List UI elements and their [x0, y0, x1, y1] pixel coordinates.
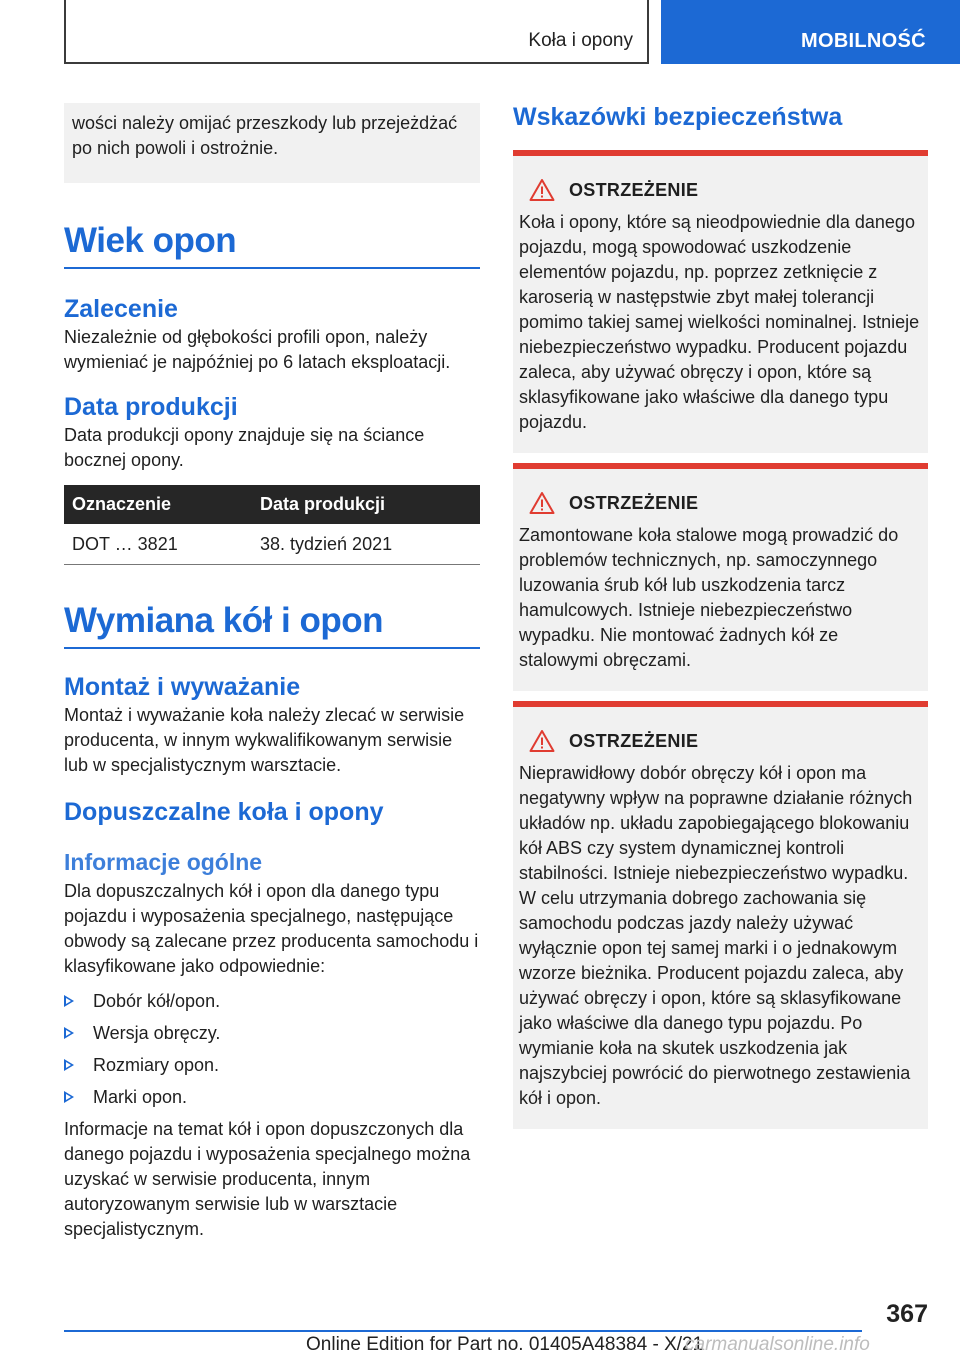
- heading-mounting: Montaż i wyważanie: [64, 673, 301, 701]
- warning-title: OSTRZEŻENIE: [569, 492, 699, 513]
- triangle-bullet-icon: [64, 1091, 74, 1103]
- general-text: Dla dopuszczalnych kół i opon dla danego typu pojazdu i wyposażenia specjalnego, następujące obwody są zalecane przez producenta samochodu i klasyfikowane jako odpowiednie:: [64, 881, 479, 976]
- heading-tire-age: Wiek opon: [64, 221, 237, 260]
- warning-triangle-icon: [529, 178, 555, 202]
- footer-watermark: carmanualsonline.info: [685, 1334, 870, 1355]
- heading-age-wrap: [64, 221, 480, 269]
- list-item: Dobór kół/opon.: [64, 989, 480, 1014]
- header-frame: [64, 0, 649, 64]
- heading-safety: Wskazówki bezpieczeństwa: [513, 103, 843, 131]
- warning-text: Nieprawidłowy dobór obręczy kół i opon ma negatywny wpływ na poprawne działanie różnych układów np. układu zapobiegającego blokowaniu kół ABS czy system dynamicznej kontroli stabilności. Istnieje niebezpieczeństwo wypadku. W celu utrzymania dobrego zachowania się samochodu podczas jazdy należy używać wyłącznie opon tej samej marki i o jednakowym wzorze bieżnika. Producent pojazdu zaleca, aby używać obręczy i opon, które są sklasyfikowane jako właściwe dla danego typu pojazdu. Po wymianie koła na skutek uszkodzenia jak najszybciej powrócić do pierwotnego zestawienia kół i opon.: [519, 763, 913, 1108]
- header-title: Koła i opony: [528, 30, 633, 51]
- production-text: Data produkcji opony znajduje się na ściance bocznej opony.: [64, 425, 425, 470]
- right-column: [513, 103, 928, 1139]
- warning-text: Koła i opony, które są nieodpowiednie dla danego pojazdu, mogą spowodować uszkodzenie elementów pojazdu, np. poprzez zetknięcie z karoserią w następstwie zbyt małej tolerancji pomimo takiej samej wielkości nominalnej. Istnieje niebezpieczeństwo wypadku. Producent pojazdu zaleca, aby używać obręczy i opon, które są sklasyfikowane jako właściwe dla danego typu pojazdu.: [519, 212, 920, 432]
- table-cell: DOT … 3821: [64, 524, 252, 565]
- warning-title: OSTRZEŻENIE: [569, 730, 699, 751]
- mounting-text: Montaż i wyważanie koła należy zlecać w serwisie producenta, w innym wykwalifikowanym serwisie lub w specjalistycznym warsztacie.: [64, 705, 465, 775]
- warning-box: [513, 701, 928, 1129]
- heading-change-wrap: [64, 601, 480, 649]
- list-item: Marki opon.: [64, 1085, 480, 1110]
- triangle-bullet-icon: [64, 1027, 74, 1039]
- warning-box: [513, 150, 928, 453]
- warning-triangle-icon: [529, 729, 555, 753]
- left-column: [64, 103, 480, 1242]
- production-table: [64, 485, 480, 565]
- footer-edition: Online Edition for Part no. 01405A48384 - X/21: [306, 1334, 704, 1355]
- bullet-list: [64, 989, 480, 1110]
- warning-header: [519, 729, 922, 753]
- warning-header: [519, 491, 922, 515]
- warning-header: [519, 178, 922, 202]
- list-item: Wersja obręczy.: [64, 1021, 480, 1046]
- heading-general-info: Informacje ogólne: [64, 849, 263, 875]
- triangle-bullet-icon: [64, 1059, 74, 1071]
- info-text: Informacje na temat kół i opon dopuszczonych dla danego pojazdu i wyposażenia specjalnego można uzyskać w serwisie producenta, innym autoryzowanym serwisie lub w warsztacie specjalistycznym.: [64, 1119, 471, 1239]
- warning-triangle-icon: [529, 491, 555, 515]
- heading-allowed-wheels: Dopuszczalne koła i opony: [64, 798, 384, 826]
- section-tab[interactable]: MOBILNOŚĆ: [661, 0, 960, 64]
- warning-box: [513, 463, 928, 691]
- table-cell: 38. tydzień 2021: [252, 524, 480, 565]
- heading-wheel-change: Wymiana kół i opon: [64, 601, 384, 640]
- intro-text: wości należy omijać przeszkody lub przejeżdżać po nich powoli i ostrożnie.: [72, 113, 458, 158]
- footer-divider: [64, 1330, 862, 1332]
- table-header-row: [64, 485, 480, 524]
- intro-box: [64, 103, 480, 183]
- triangle-bullet-icon: [64, 995, 74, 1007]
- list-item: Rozmiary opon.: [64, 1053, 480, 1078]
- recommendation-text: Niezależnie od głębokości profili opon, należy wymieniać je najpóźniej po 6 latach eksploatacji.: [64, 327, 451, 372]
- warning-text: Zamontowane koła stalowe mogą prowadzić do problemów technicznych, np. samoczynnego luzowania śrub kół lub uszkodzenia tarcz hamulcowych. Istnieje niebezpieczeństwo wypadku. Nie montować żadnych kół ze stalowymi obręczami.: [519, 525, 899, 670]
- page-number: 367: [886, 1300, 928, 1328]
- table-row: [64, 524, 480, 565]
- warning-title: OSTRZEŻENIE: [569, 179, 699, 200]
- heading-recommendation: Zalecenie: [64, 295, 178, 323]
- table-header-cell: Oznaczenie: [64, 485, 252, 524]
- heading-production-date: Data produkcji: [64, 393, 238, 421]
- table-header-cell: Data produkcji: [252, 485, 480, 524]
